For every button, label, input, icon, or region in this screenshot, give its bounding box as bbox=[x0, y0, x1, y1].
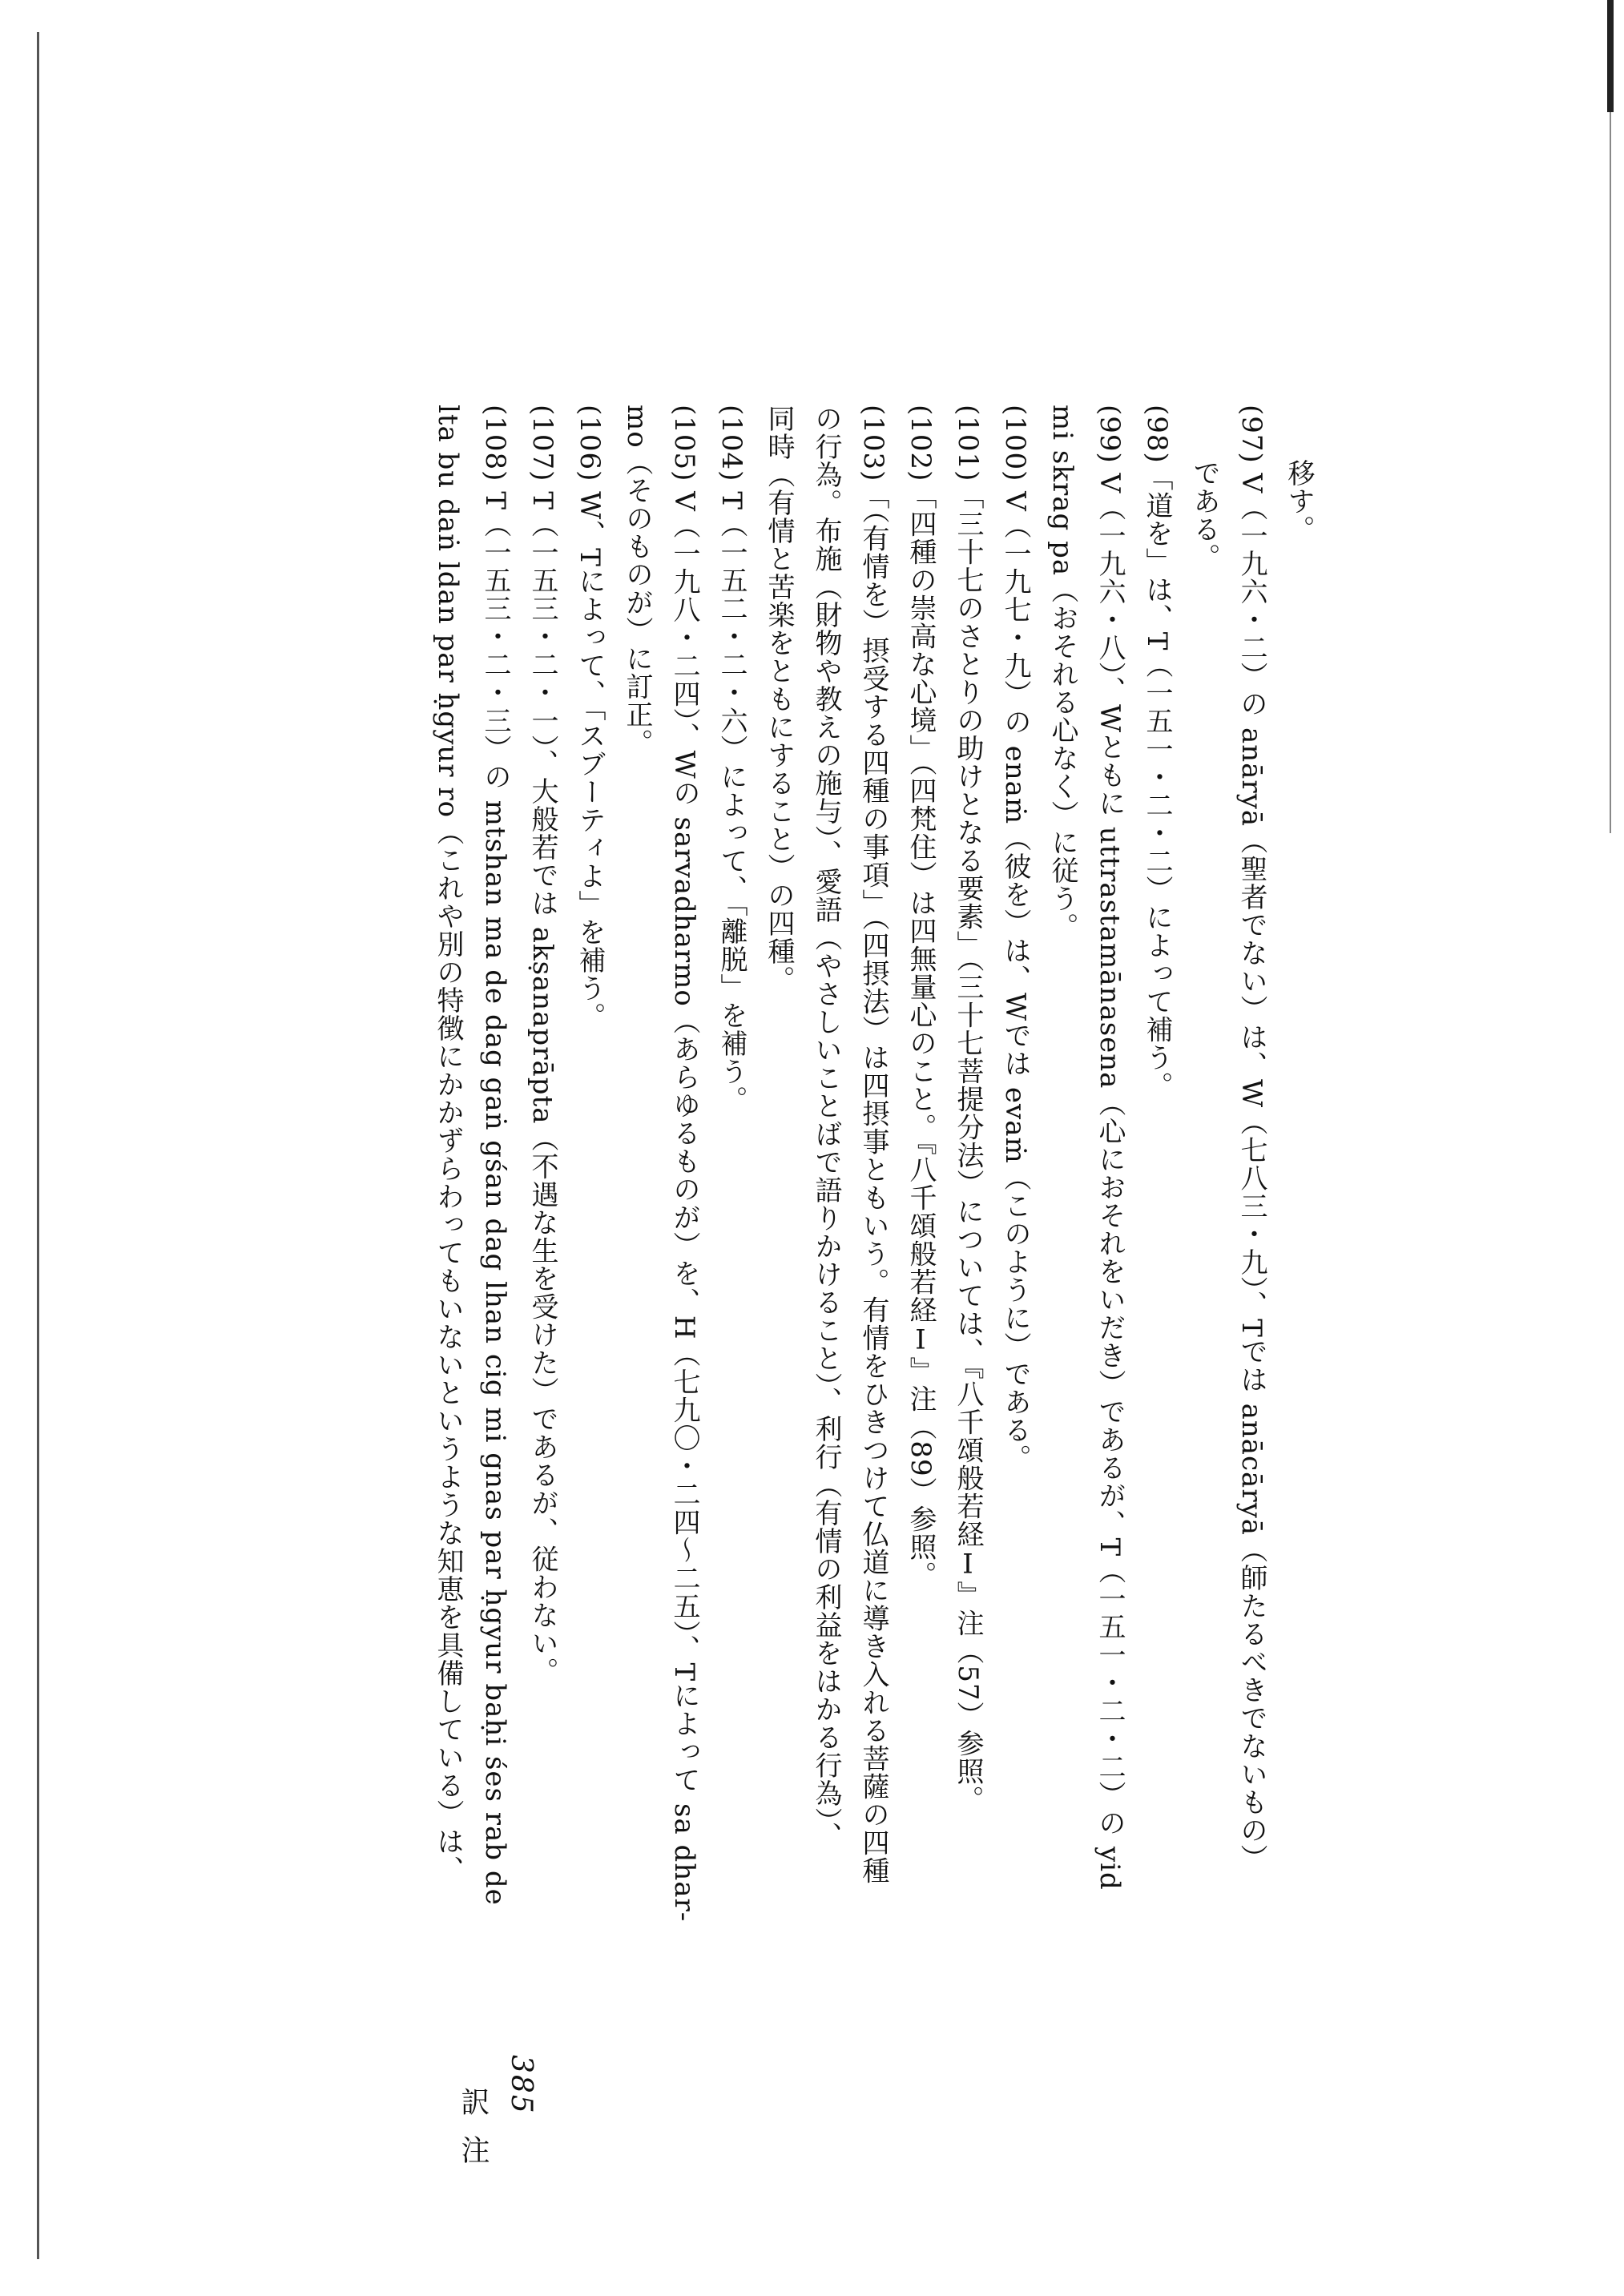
note-line: mo（そのものが）に訂正。 bbox=[621, 405, 653, 757]
page-number: 385 bbox=[505, 2055, 538, 2115]
note-line: mi skrag pa（おそれる心なく）に従う。 bbox=[1046, 405, 1078, 941]
note-line: 移す。 bbox=[1283, 459, 1315, 543]
scan-right-edge bbox=[1607, 0, 1614, 112]
note-line: (103)「（有情を）摂受する四種の事項」（四摂法）は四摂事ともいう。有情をひきつけて仏道に導き入れる菩薩の四種 bbox=[857, 405, 889, 1885]
note-line: (108) T（一五三・二・三）の mtshan ma de dag gaṅ gśan dag lhan cig mi gnas par ḥgyur baḥi śes rab de bbox=[479, 405, 511, 1906]
note-line: の行為。布施（財物や教えの施与）、愛語（やさしいことばで語りかけること）、利行（有情の利益をはかる行為）、 bbox=[810, 405, 842, 1850]
page-footer bbox=[449, 2055, 545, 2239]
notes-text-block bbox=[341, 405, 1322, 2007]
note-line: (100) V（一九七・九）の enaṁ（彼を）は、Wでは evaṁ（このように）である。 bbox=[999, 405, 1031, 1472]
note-line: (99) V（一九六・八）、Wともに uttrastamānasena（心におそれをいだき）であるが、T（一五一・二・二）の yid bbox=[1094, 405, 1126, 1891]
scan-right-edge-thin bbox=[1610, 112, 1611, 833]
note-line: (104) T（一五二・二・六）によって、「離脱」を補う。 bbox=[715, 405, 748, 1114]
note-line: (97) V（一九六・二）の anāryā（聖者でない）は、W（七八三・九）、Tでは anācāryā（師たるべきでないもの） bbox=[1235, 405, 1267, 1873]
scan-left-edge bbox=[37, 32, 39, 2259]
note-line: (102)「四種の崇高な心境」（四梵住）は四無量心のこと。『八千頌般若経Ⅰ』注（89）参照。 bbox=[905, 405, 937, 1589]
note-line: である。 bbox=[1188, 459, 1220, 571]
note-line: (98)「道を」は、T（一五一・二・二）によって補う。 bbox=[1141, 405, 1173, 1100]
note-line: (105) V（一九八・二四）、Wの sarvadharmo（あらゆるものが）を、H（七九〇・二四〜二五）、Tによって sa dhar- bbox=[668, 405, 700, 1923]
note-line: lta bu daṅ ldan par ḥgyur ro（これや別の特徴にかかずらわってもいないというような知恵を具備している）は、 bbox=[432, 405, 464, 1884]
note-line: (107) T（一五三・二・一）、大般若では akṣanaprāpta（不遇な生を受けた）であるが、従わない。 bbox=[526, 405, 558, 1686]
note-line: (101)「三十七のさとりの助けとなる要素」（三十七菩提分法）については、『八千頌般若経Ⅰ』注（57）参照。 bbox=[952, 405, 984, 1814]
section-title: 訳注 bbox=[457, 2087, 490, 2183]
note-line: (106) W、Tによって、「スブーティよ」を補う。 bbox=[574, 405, 606, 1030]
note-line: 同時（有情と苦楽をともにすること）の四種。 bbox=[763, 405, 795, 993]
